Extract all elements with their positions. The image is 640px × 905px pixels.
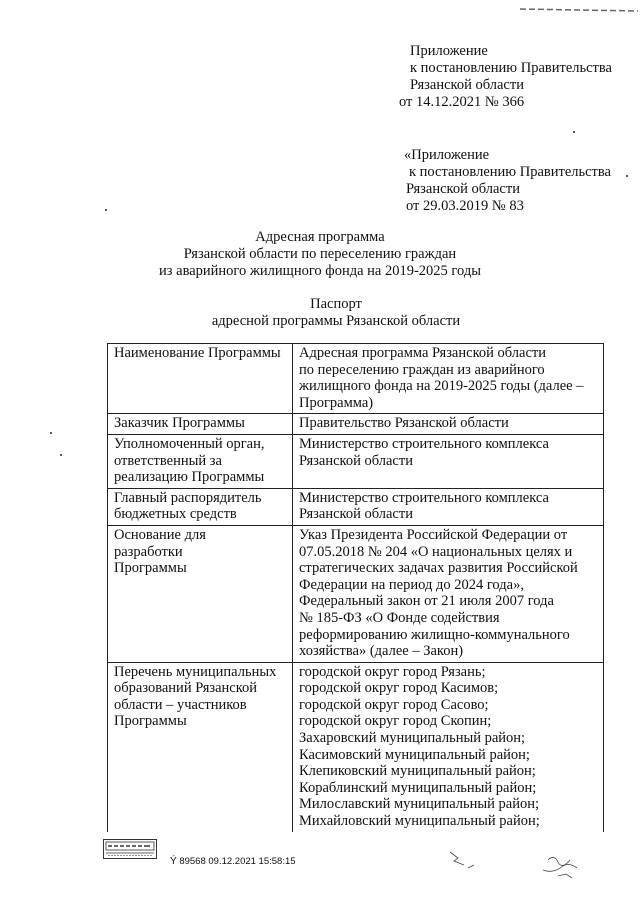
value-line: городской округ город Касимов;	[299, 680, 499, 697]
value-line: Клепиковский муниципальный район;	[299, 763, 536, 780]
scan-speck	[50, 432, 52, 434]
label-line: бюджетных средств	[114, 506, 237, 523]
scan-speck	[105, 209, 107, 211]
table-row	[108, 525, 604, 662]
passport-title-line: Паспорт	[310, 296, 362, 312]
row-value	[293, 662, 604, 831]
value-line: Михайловский муниципальный район;	[299, 813, 540, 830]
passport-title	[34, 296, 640, 330]
value-line: Федерации на период до 2024 года»,	[299, 576, 524, 593]
label-line: разработки	[114, 543, 183, 560]
program-title-line: Рязанской области по переселению граждан	[183, 246, 457, 262]
value-line: Министерство строительного комплекса	[299, 489, 549, 506]
table-row	[108, 414, 604, 435]
label-line: Программы	[114, 560, 187, 577]
label-line: Уполномоченный орган,	[114, 435, 265, 452]
program-title-line: Адресная программа	[255, 229, 385, 245]
label-line: реализацию Программы	[114, 469, 265, 486]
scan-edge-artifact	[510, 0, 640, 6]
value-line: по переселению граждан из аварийного	[299, 361, 545, 378]
value-line: Федеральный закон от 21 июля 2007 года	[299, 593, 554, 610]
row-value	[293, 434, 604, 488]
footer-stamp	[170, 856, 296, 867]
footer-mark-icon: Ý	[170, 856, 177, 867]
label-line: Основание для	[114, 526, 206, 543]
row-label	[108, 662, 293, 831]
value-line: Кораблинский муниципальный район;	[299, 779, 537, 796]
value-line: Рязанской области	[299, 452, 413, 469]
table-row	[108, 434, 604, 488]
appendix-original-date: от 29.03.2019 № 83	[406, 198, 524, 214]
label-line: Программы	[114, 713, 187, 730]
appendix-current-line: к постановлению Правительства	[410, 60, 612, 76]
value-line: 07.05.2018 № 204 «О национальных целях и	[299, 543, 573, 560]
label-line: области – участников	[114, 696, 247, 713]
passport-title-line: адресной программы Рязанской области	[211, 313, 461, 329]
value-line: Программа)	[299, 394, 374, 411]
scribble-mark	[448, 846, 588, 891]
value-line: жилищного фонда на 2019-2025 годы (далее –	[299, 378, 584, 395]
appendix-original-line: «Приложение	[404, 147, 490, 163]
value-line: № 185-ФЗ «О Фонде содействия	[299, 609, 500, 626]
row-value	[293, 525, 604, 662]
label-line: образований Рязанской	[114, 680, 258, 697]
scan-speck	[573, 131, 575, 133]
table-row	[108, 488, 604, 525]
appendix-original	[404, 147, 611, 215]
appendix-current	[399, 43, 612, 111]
value-line: городской округ город Сасово;	[299, 696, 489, 713]
value-line: Рязанской области	[299, 506, 413, 523]
label-line: Перечень муниципальных	[114, 663, 277, 680]
appendix-original-line: к постановлению Правительства	[409, 164, 611, 180]
value-line: Захаровский муниципальный район;	[299, 730, 526, 747]
table-row	[108, 662, 604, 831]
label-line: ответственный за	[114, 452, 222, 469]
value-line: городской округ город Рязань;	[299, 663, 486, 680]
row-label	[108, 344, 293, 414]
table-row	[108, 344, 604, 414]
value-line: хозяйства» (далее – Закон)	[299, 643, 464, 660]
scan-speck	[60, 454, 62, 456]
value-line: стратегических задачах развития Российской	[299, 560, 578, 577]
appendix-current-line: Приложение	[410, 43, 488, 59]
value-line: Милославский муниципальный район;	[299, 796, 540, 813]
row-value	[293, 344, 604, 414]
value-line: Правительство Рязанской области	[299, 415, 509, 432]
row-value	[293, 414, 604, 435]
value-line: Указ Президента Российской Федерации от	[299, 526, 568, 543]
row-value	[293, 488, 604, 525]
document-logo-icon	[103, 839, 157, 859]
passport-table	[107, 343, 604, 832]
row-label	[108, 414, 293, 435]
value-line: реформированию жилищно-коммунального	[299, 626, 570, 643]
row-label	[108, 525, 293, 662]
program-title-line: из аварийного жилищного фонда на 2019-2025 годы	[159, 263, 481, 279]
label-line: Главный распорядитель	[114, 489, 262, 506]
appendix-current-date: от 14.12.2021 № 366	[399, 94, 525, 110]
program-title	[0, 229, 640, 280]
label-line: Наименование Программы	[114, 345, 281, 361]
value-line: Касимовский муниципальный район;	[299, 746, 530, 763]
row-label	[108, 434, 293, 488]
value-line: городской округ город Скопин;	[299, 713, 492, 730]
value-line: Адресная программа Рязанской области	[299, 345, 546, 361]
row-label	[108, 488, 293, 525]
appendix-current-line: Рязанской области	[410, 77, 524, 93]
appendix-original-line: Рязанской области	[406, 181, 520, 197]
label-line: Заказчик Программы	[114, 415, 245, 432]
value-line: Министерство строительного комплекса	[299, 435, 549, 452]
scan-speck	[626, 175, 628, 177]
footer-stamp-text: 89568 09.12.2021 15:58:15	[179, 856, 296, 867]
